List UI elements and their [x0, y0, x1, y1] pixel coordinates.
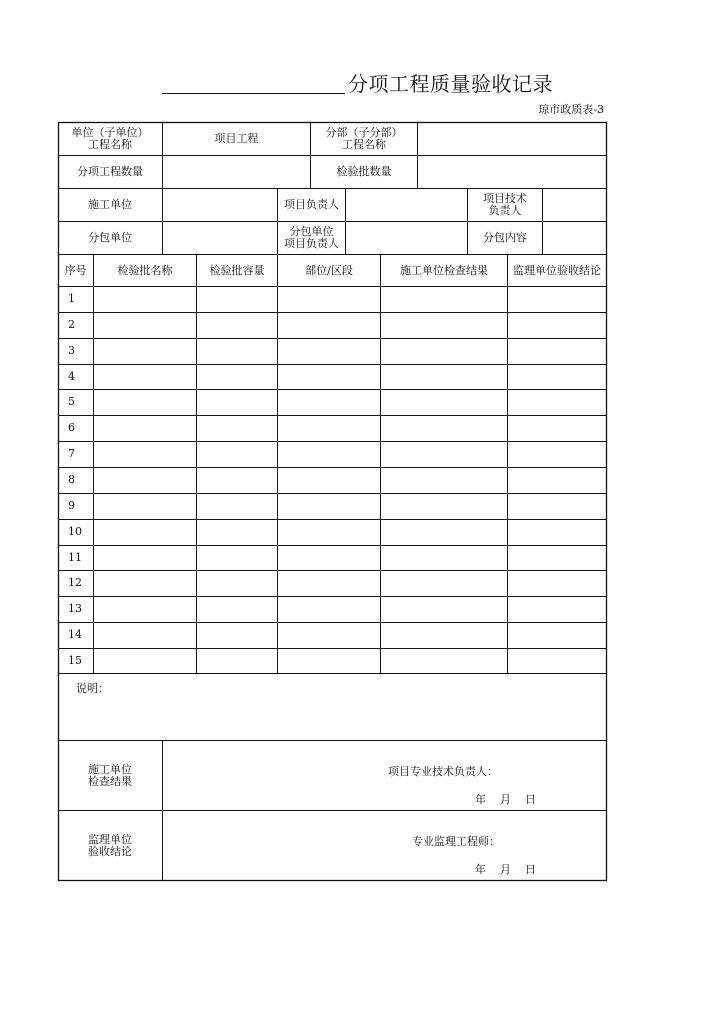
col-header-index: 序号	[64, 263, 87, 277]
form-code: 琼市政质表-3	[538, 103, 604, 116]
division-name-label: 分部（子分部） 工程名称	[325, 126, 403, 151]
row-index: 4	[68, 370, 75, 383]
row-index: 1	[68, 292, 75, 305]
row-index: 11	[68, 551, 82, 564]
division-name-value[interactable]	[418, 123, 606, 155]
row-index: 9	[68, 499, 75, 512]
subcontractor-value[interactable]	[163, 222, 277, 254]
row-index: 3	[68, 344, 75, 357]
tech-manager-value[interactable]	[543, 189, 606, 221]
col-header-batch-capacity: 检验批容量	[209, 263, 265, 277]
col-header-supervisor-conclusion: 监理单位验收结论	[513, 263, 601, 277]
row-index: 8	[68, 473, 75, 486]
sub-manager-value[interactable]	[346, 222, 467, 254]
contractor-date-label: 年 月 日	[475, 793, 536, 806]
batch-count-label: 检验批数量	[336, 165, 392, 178]
sub-manager-label: 分包单位 项目负责人	[284, 225, 339, 250]
project-manager-label: 项目负责人	[284, 198, 339, 211]
row-index: 14	[68, 628, 82, 641]
subcontractor-label: 分包单位	[88, 231, 132, 244]
tech-manager-label: 项目技术 负责人	[483, 192, 527, 217]
contractor-signer-label: 项目专业技术负责人：	[388, 765, 498, 778]
row-index: 10	[68, 525, 82, 538]
batch-count-value[interactable]	[418, 156, 606, 188]
row-index: 7	[68, 447, 75, 460]
contractor-value[interactable]	[163, 189, 277, 221]
row-index: 2	[68, 318, 75, 331]
row-index: 15	[68, 654, 82, 667]
row-index: 12	[68, 576, 82, 589]
project-manager-value[interactable]	[346, 189, 467, 221]
col-header-contractor-result: 施工单位检查结果	[400, 263, 488, 277]
notes-label: 说明：	[76, 682, 109, 695]
sub-content-value[interactable]	[543, 222, 606, 254]
sub-content-label: 分包内容	[483, 231, 527, 244]
subitem-count-label: 分项工程数量	[77, 165, 143, 178]
page-title: 分项工程质量验收记录	[348, 72, 553, 96]
subitem-count-value[interactable]	[163, 156, 310, 188]
supervisor-date-label: 年 月 日	[475, 863, 536, 876]
row-index: 6	[68, 421, 75, 434]
supervisor-signer-label: 专业监理工程师：	[412, 835, 500, 848]
col-header-batch-name: 检验批名称	[117, 263, 173, 277]
unit-name-value: 项目工程	[214, 132, 259, 145]
col-header-location: 部位/区段	[305, 263, 353, 277]
contractor-check-label: 施工单位 检查结果	[88, 762, 132, 788]
contractor-label: 施工单位	[88, 198, 132, 211]
supervisor-check-label: 监理单位 验收结论	[88, 832, 132, 858]
row-index: 13	[68, 602, 82, 615]
unit-name-label: 单位（子单位） 工程名称	[71, 126, 149, 151]
row-index: 5	[68, 395, 75, 408]
